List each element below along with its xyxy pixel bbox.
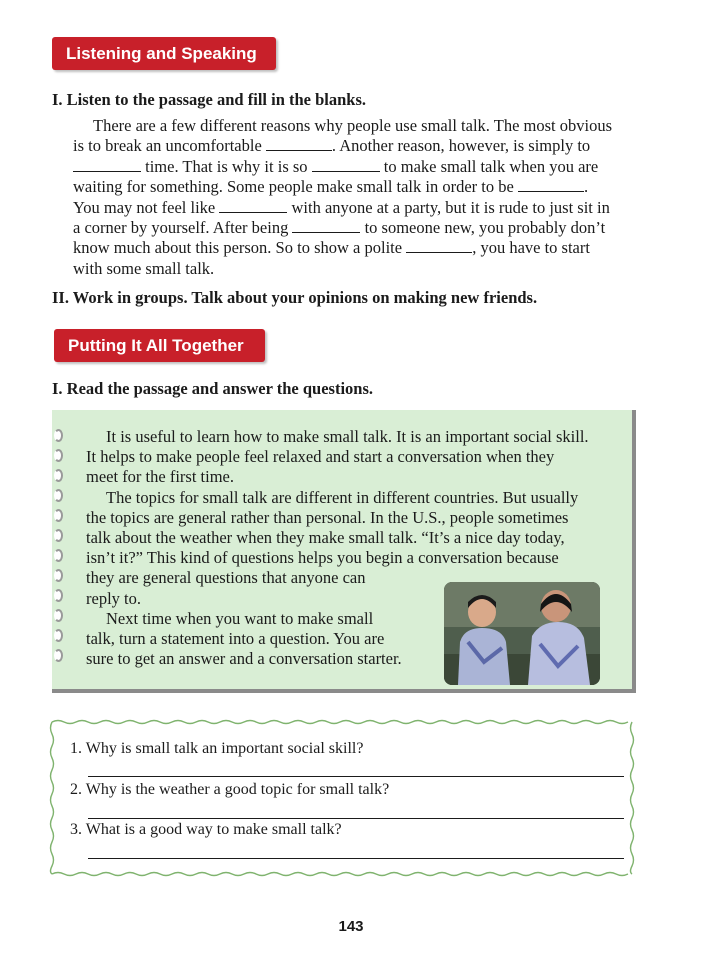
fill-blank[interactable]	[312, 157, 380, 172]
reading-line: talk, turn a statement into a question. You are	[86, 628, 385, 648]
binding-ring-icon	[54, 489, 63, 502]
listening-passage	[73, 116, 645, 279]
group-work-heading: II. Work in groups. Talk about your opinions on making new friends.	[52, 288, 538, 307]
spiral-binding	[54, 429, 63, 669]
answer-line-1[interactable]	[88, 776, 624, 777]
reading-line: talk about the weather when they make small talk. “It’s a nice day today,	[86, 527, 565, 547]
reading-line: they are general questions that anyone can	[86, 568, 366, 588]
binding-ring-icon	[54, 609, 63, 622]
fill-blank[interactable]	[406, 238, 472, 253]
reading-line: The topics for small talk are different in different countries. But usually	[106, 487, 579, 507]
question-2: 2. Why is the weather a good topic for small talk?	[70, 781, 390, 798]
reading-line: sure to get an answer and a conversation starter.	[86, 649, 402, 669]
students-talking-photo	[444, 582, 600, 685]
listening-exercise-heading: I. Listen to the passage and fill in the blanks.	[52, 90, 367, 109]
binding-ring-icon	[54, 449, 63, 462]
fill-blank[interactable]	[266, 136, 332, 151]
fill-blank[interactable]	[219, 198, 287, 213]
binding-ring-icon	[54, 429, 63, 442]
passage-line: time. That is why it is so to make small talk when you are	[73, 157, 645, 177]
reading-line: It helps to make people feel relaxed and start a conversation when they	[86, 447, 555, 467]
reading-line: It is useful to learn how to make small talk. It is an important social skill.	[106, 427, 589, 446]
passage-line: know much about this person. So to show a polite , you have to start	[73, 238, 590, 258]
binding-ring-icon	[54, 629, 63, 642]
answer-line-2[interactable]	[88, 818, 624, 819]
passage-line: waiting for something. Some people make small talk in order to be .	[73, 177, 589, 197]
binding-ring-icon	[54, 589, 63, 602]
section-banner-listening: Listening and Speaking	[52, 37, 276, 70]
students-photo-illustration	[444, 582, 600, 685]
passage-line: with some small talk.	[73, 258, 215, 278]
binding-ring-icon	[54, 549, 63, 562]
questions-box	[48, 718, 636, 878]
binding-ring-icon	[54, 529, 63, 542]
binding-ring-icon	[54, 649, 63, 662]
fill-blank[interactable]	[518, 177, 584, 192]
binding-ring-icon	[54, 569, 63, 582]
reading-line: Next time when you want to make small	[106, 608, 374, 628]
question-1: 1. Why is small talk an important social skill?	[70, 740, 364, 757]
fill-blank[interactable]	[73, 157, 141, 172]
fill-blank[interactable]	[292, 218, 360, 233]
passage-line: There are a few different reasons why people use small talk. The most obvious	[93, 116, 612, 135]
page-number: 143	[338, 918, 364, 935]
binding-ring-icon	[54, 509, 63, 522]
passage-line: is to break an uncomfortable . Another reason, however, is simply to	[73, 136, 591, 156]
reading-passage-box	[52, 410, 636, 693]
passage-line: a corner by yourself. After being to someone new, you probably don’t	[73, 217, 606, 237]
reading-line: reply to.	[86, 588, 141, 608]
reading-line: meet for the first time.	[86, 467, 234, 487]
passage-line: You may not feel like with anyone at a party, but it is rude to just sit in	[73, 197, 610, 217]
section-banner-together: Putting It All Together	[54, 329, 265, 362]
reading-line: isn’t it?” This kind of questions helps you begin a conversation because	[86, 548, 559, 568]
reading-exercise-heading: I. Read the passage and answer the questions.	[52, 379, 374, 398]
question-3: 3. What is a good way to make small talk?	[70, 821, 342, 838]
binding-ring-icon	[54, 469, 63, 482]
reading-line: the topics are general rather than personal. In the U.S., people sometimes	[86, 507, 569, 527]
answer-line-3[interactable]	[88, 858, 624, 859]
